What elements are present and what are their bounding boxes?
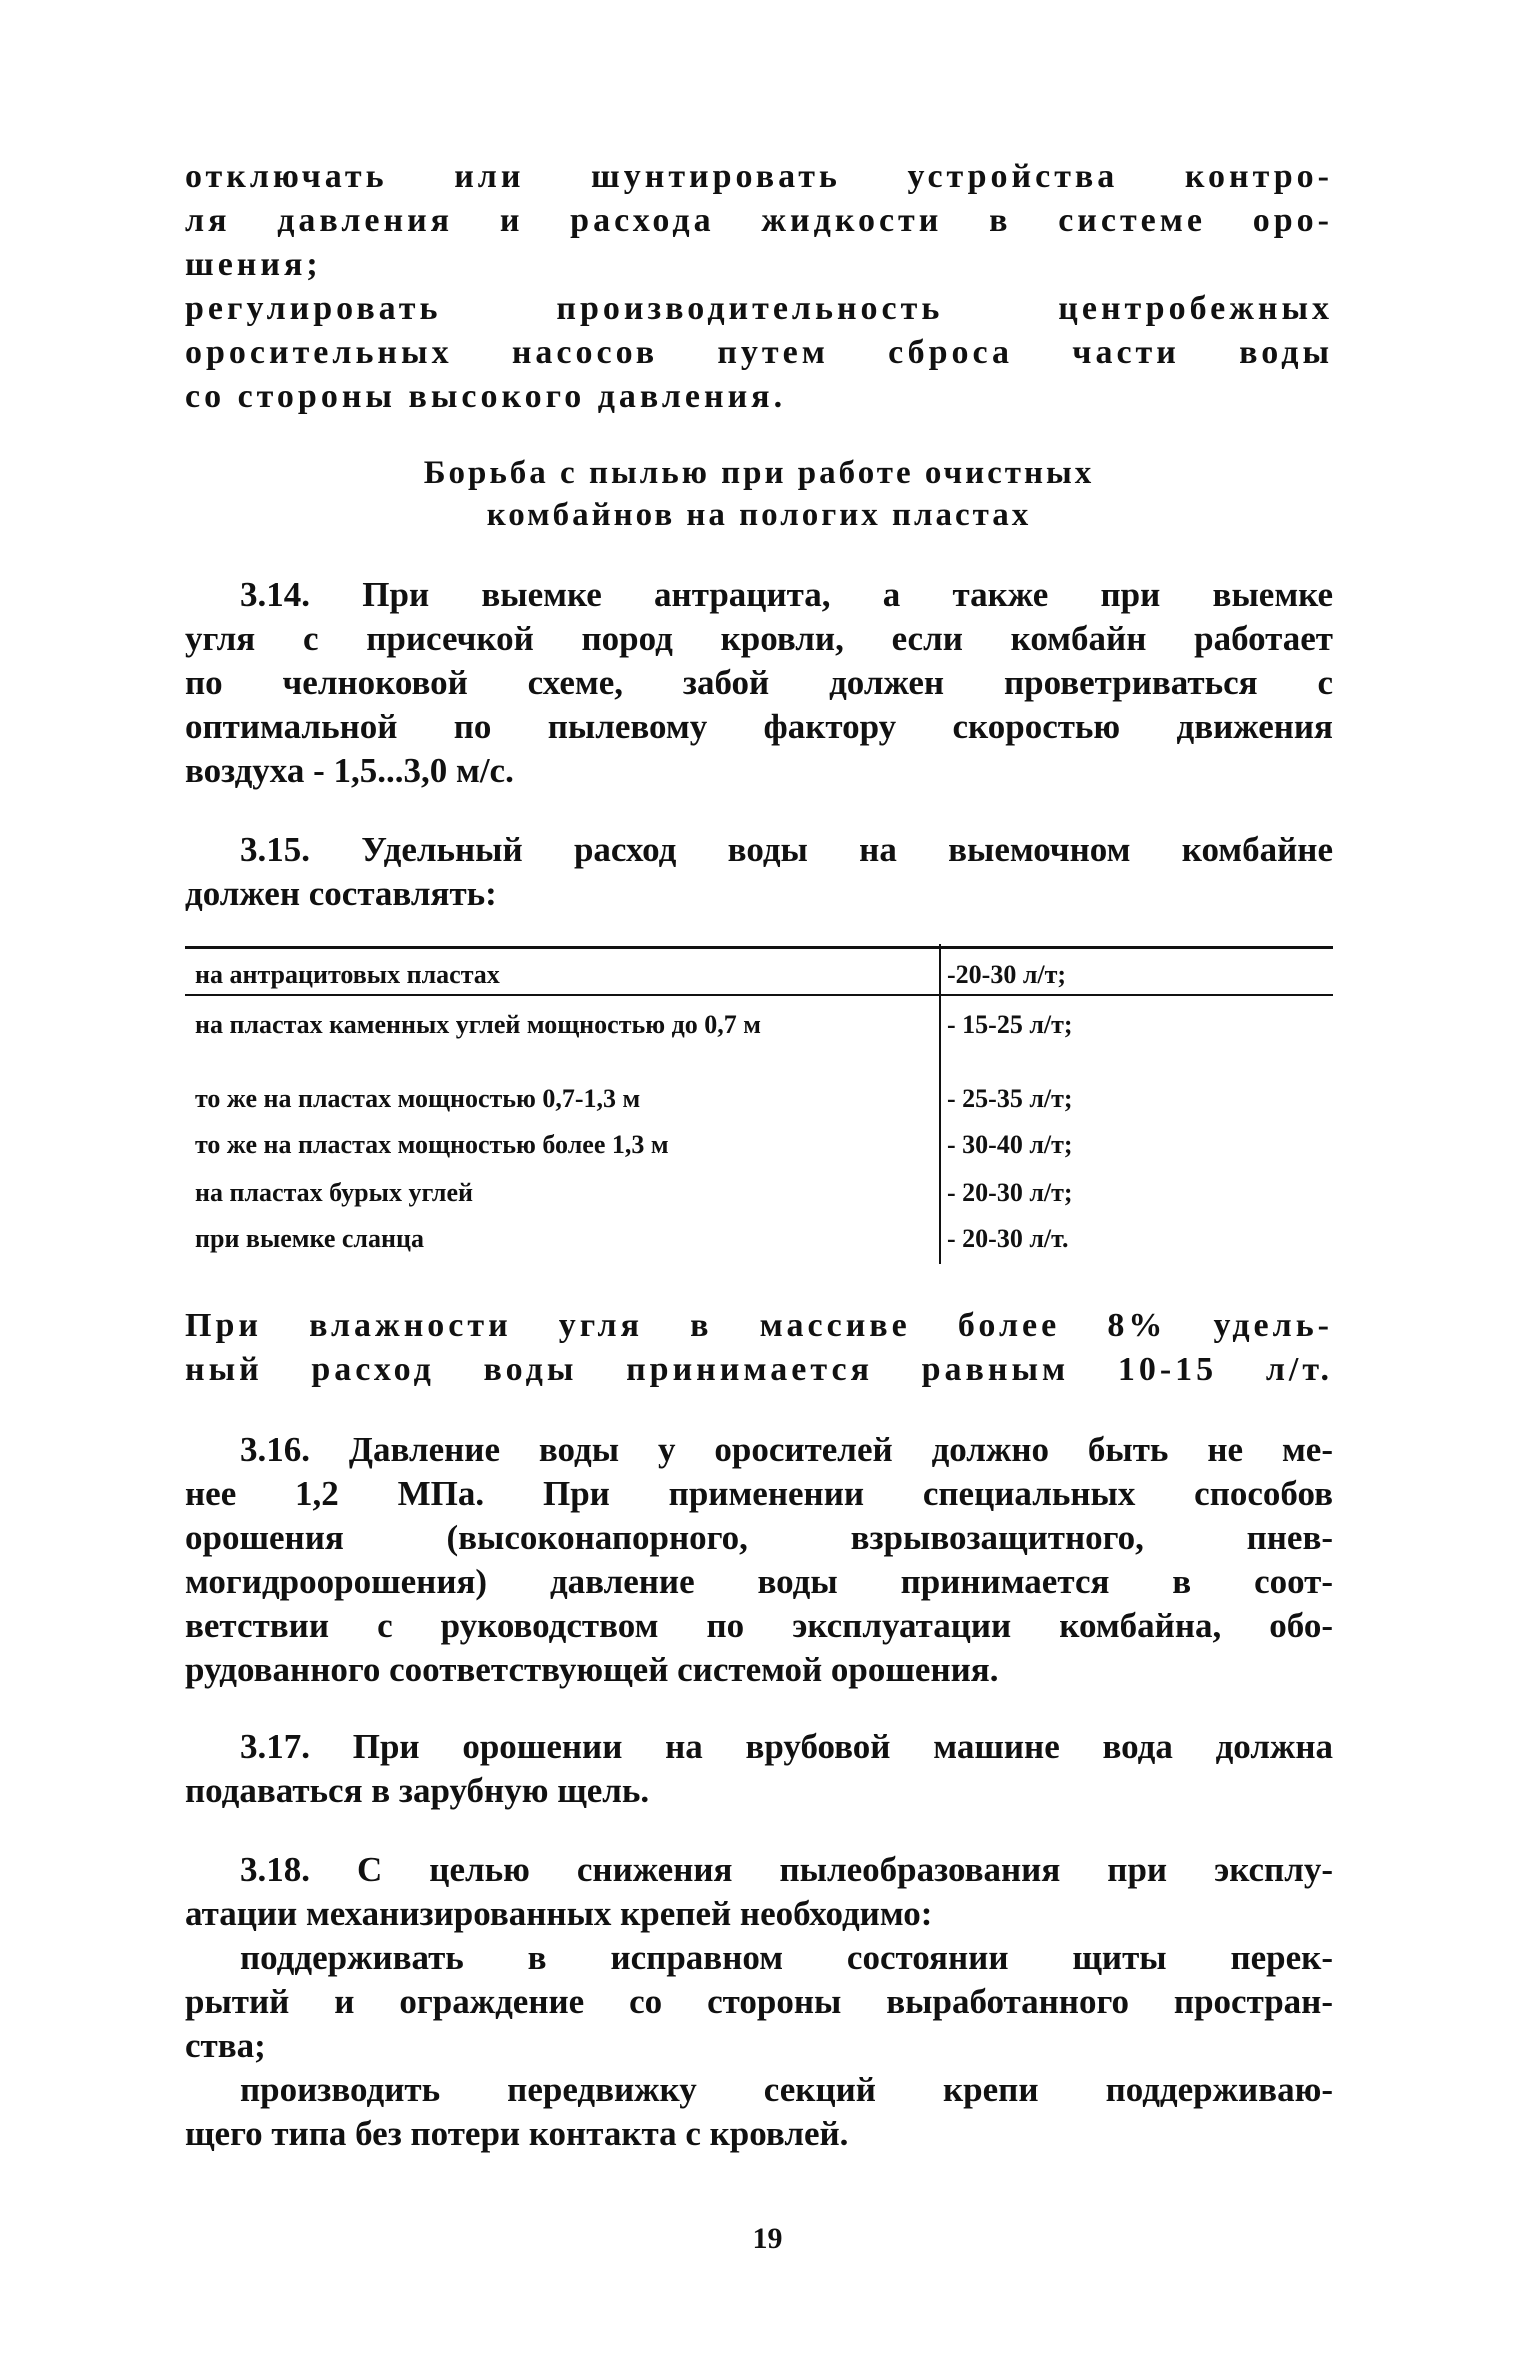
- text-line: оросительных насосов путем сброса части воды: [185, 334, 1333, 371]
- text-line: ства;: [185, 2026, 266, 2065]
- paragraph-moisture: [185, 1304, 1333, 1392]
- text-line: подаваться в зарубную щель.: [185, 1771, 650, 1810]
- text-line: щего типа без потери контакта с кровлей.: [185, 2114, 849, 2153]
- text-line: оптимальной по пылевому фактору скоростью движения: [185, 707, 1333, 746]
- text-line: 3.14. При выемке антрацита, а также при выемке: [240, 575, 1333, 614]
- paragraph-top-1: [185, 155, 1333, 287]
- table-cell-condition: при выемке сланца: [195, 1224, 424, 1253]
- table-cell-value: - 30-40 л/т;: [947, 1130, 1073, 1159]
- text-line: производить передвижку секций крепи поддерживаю-: [240, 2070, 1333, 2109]
- table-cell-condition: на пластах бурых углей: [195, 1178, 474, 1207]
- paragraph-3-17: [185, 1725, 1333, 1813]
- text-line: атации механизированных крепей необходимо:: [185, 1894, 933, 1933]
- text-line: 3.16. Давление воды у оросителей должно быть не ме-: [240, 1430, 1333, 1469]
- table-cell-value: - 25-35 л/т;: [947, 1084, 1073, 1113]
- text-line: по челноковой схеме, забой должен проветриваться с: [185, 663, 1333, 702]
- table-header-rule: [185, 994, 1333, 996]
- text-line: рудованного соответствующей системой орошения.: [185, 1650, 999, 1689]
- table-cell-value: - 20-30 л/т.: [947, 1224, 1069, 1253]
- table-cell-condition: то же на пластах мощностью 0,7-1,3 м: [195, 1084, 641, 1113]
- paragraph-3-14: [185, 573, 1333, 793]
- text-line: 3.17. При орошении на врубовой машине вода должна: [240, 1727, 1333, 1766]
- table-cell-value: - 15-25 л/т;: [947, 1010, 1073, 1039]
- text-line: 3.18. С целью снижения пылеобразования при эксплу-: [240, 1850, 1333, 1889]
- text-line: угля с присечкой пород кровли, если комбайн работает: [185, 619, 1333, 658]
- paragraph-3-16: [185, 1428, 1333, 1692]
- text-line: шения;: [185, 246, 322, 283]
- text-line: регулировать производительность центробежных: [185, 290, 1333, 327]
- heading-line: комбайнов на пологих пластах: [486, 497, 1032, 533]
- table-top-rule: [185, 946, 1333, 949]
- paragraph-top-2: [185, 287, 1333, 419]
- page-number: 19: [752, 2222, 783, 2255]
- text-line: нее 1,2 МПа. При применении специальных способов: [185, 1474, 1333, 1513]
- water-consumption-table: [185, 944, 1333, 1264]
- paragraph-3-18: [185, 1848, 1333, 2156]
- table-cell-condition: на пластах каменных углей мощностью до 0,7 м: [195, 1010, 761, 1039]
- text-line: могидроорошения) давление воды принимается в соот-: [185, 1562, 1333, 1601]
- text-line: отключать или шунтировать устройства контро-: [185, 158, 1333, 195]
- section-heading: [185, 452, 1333, 536]
- text-line: ный расход воды принимается равным 10-15 л/т.: [185, 1351, 1333, 1388]
- text-line: 3.15. Удельный расход воды на выемочном комбайне: [240, 830, 1333, 869]
- text-line: ветствии с руководством по эксплуатации комбайна, обо-: [185, 1606, 1333, 1645]
- paragraph-3-15: [185, 828, 1333, 916]
- text-line: рытий и ограждение со стороны выработанного простран-: [185, 1982, 1333, 2021]
- text-line: ля давления и расхода жидкости в системе оро-: [185, 202, 1333, 239]
- table-cell-condition: на антрацитовых пластах: [195, 960, 500, 989]
- text-line: При влажности угля в массиве более 8% удель-: [185, 1307, 1333, 1344]
- text-line: поддерживать в исправном состоянии щиты перек-: [240, 1938, 1333, 1977]
- heading-line: Борьба с пылью при работе очистных: [423, 455, 1095, 491]
- table-cell-value: -20-30 л/т;: [947, 960, 1067, 989]
- text-line: воздуха - 1,5...3,0 м/с.: [185, 751, 514, 790]
- table-cell-condition: то же на пластах мощностью более 1,3 м: [195, 1130, 669, 1159]
- text-line: орошения (высоконапорного, взрывозащитного, пнев-: [185, 1518, 1333, 1557]
- table-column-divider: [939, 944, 941, 1264]
- text-line: со стороны высокого давления.: [185, 378, 787, 415]
- table-cell-value: - 20-30 л/т;: [947, 1178, 1073, 1207]
- text-line: должен составлять:: [185, 874, 497, 913]
